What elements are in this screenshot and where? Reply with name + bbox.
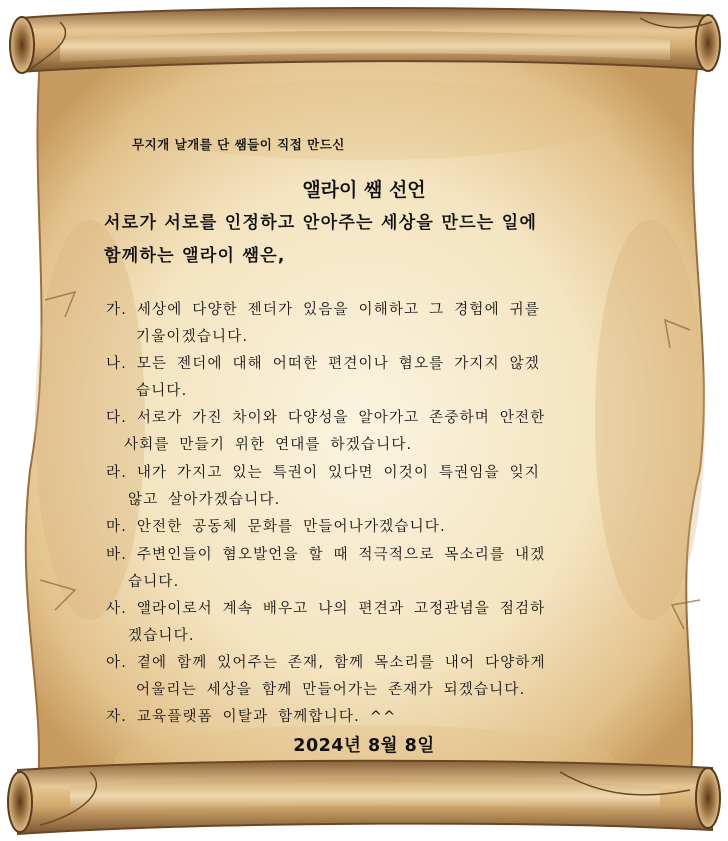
pledge-item-ja: 자. 교육플랫폼 이탈과 함께합니다. ^^: [106, 709, 397, 725]
pledge-item-ra-cont: 않고 살아가겠습니다.: [128, 492, 281, 508]
pledge-item-a-cont: 어울리는 세상을 함께 만들어가는 존재가 되겠습니다.: [136, 682, 526, 698]
pledge-item-ra: 라. 내가 가지고 있는 특권이 있다면 이것이 특권임을 잊지: [106, 465, 541, 481]
pledge-item-a: 아. 곁에 함께 있어주는 존재, 함께 목소리를 내어 다양하게: [106, 655, 546, 671]
page-title: 앨라이 쌤 선언: [302, 179, 426, 201]
intro-line-1: 서로가 서로를 인정하고 안아주는 세상을 만드는 일에: [104, 213, 538, 233]
pledge-item-ba-cont: 습니다.: [128, 574, 180, 590]
pledge-item-ga: 가. 세상에 다양한 젠더가 있음을 이해하고 그 경험에 귀를: [106, 302, 541, 318]
pledge-item-ba: 바. 주변인들이 혐오발언을 할 때 적극적으로 목소리를 내겠: [106, 547, 546, 563]
pledge-item-ga-cont: 기울이겠습니다.: [136, 329, 249, 345]
pledge-item-da: 다. 서로가 가진 차이와 다양성을 알아가고 존중하며 안전한: [106, 410, 546, 426]
declaration-date: 2024년 8월 8일: [293, 736, 435, 756]
intro-line-2: 함께하는 앨라이 쌤은,: [104, 246, 286, 266]
pledge-item-da-cont: 사회를 만들기 위한 연대를 하겠습니다.: [124, 437, 413, 453]
pledge-item-sa-cont: 겠습니다.: [128, 628, 195, 644]
pledge-item-ma: 마. 안전한 공동체 문화를 만들어나가겠습니다.: [106, 519, 446, 535]
subtitle: 무지개 날개를 단 쌤들이 직접 만드신: [132, 137, 345, 152]
pledge-item-sa: 사. 앨라이로서 계속 배우고 나의 편견과 고정관념을 점검하: [106, 601, 546, 617]
pledge-item-na: 나. 모든 젠더에 대해 어떠한 편견이나 혐오를 가지지 않겠: [106, 356, 541, 372]
pledge-item-na-cont: 습니다.: [136, 383, 188, 399]
